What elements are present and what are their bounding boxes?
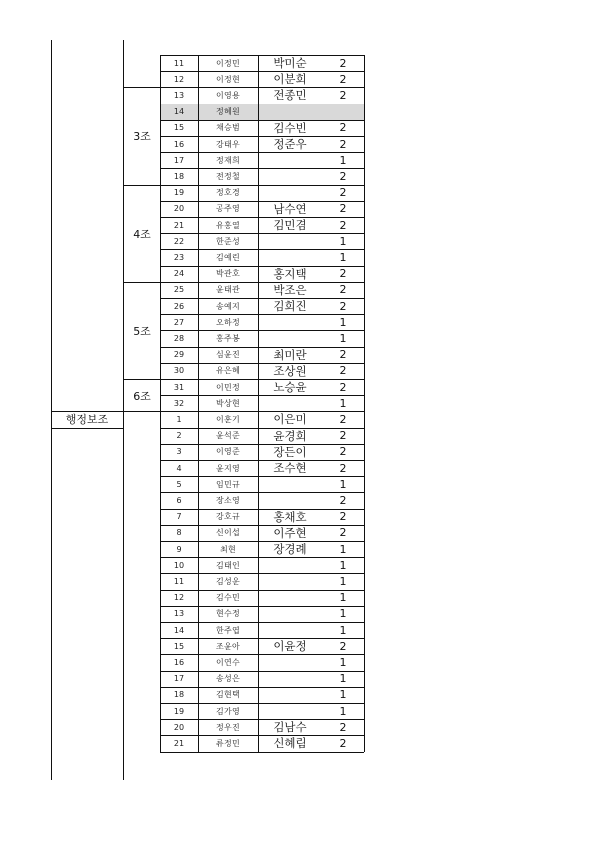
partner-name: 조상원 — [273, 363, 307, 378]
partner-name: 남수연 — [273, 201, 307, 216]
member-name: 이영용 — [215, 90, 241, 100]
member-name: 김태인 — [215, 560, 241, 570]
count-value: 2 — [339, 461, 347, 475]
count-value: 1 — [339, 234, 347, 248]
member-name: 박상현 — [215, 398, 241, 408]
partner-name: 박조은 — [273, 282, 307, 297]
count-value: 2 — [339, 364, 347, 378]
partner-name: 정준우 — [273, 137, 307, 152]
row-number: 19 — [173, 188, 185, 198]
count-value: 1 — [339, 591, 347, 605]
partner-name — [258, 671, 322, 687]
row-number: 21 — [173, 738, 185, 748]
group-divider — [123, 87, 160, 88]
member-name: 최현 — [219, 544, 237, 554]
member-name: 윤석준 — [215, 431, 241, 441]
partner-name — [258, 557, 322, 573]
count-value: 1 — [339, 542, 347, 556]
count-value: 2 — [339, 526, 347, 540]
row-number: 18 — [173, 171, 185, 181]
partner-name: 이윤정 — [273, 639, 307, 654]
row-number: 18 — [173, 690, 185, 700]
section-label: 행정보조 — [65, 413, 109, 427]
member-name: 박관호 — [215, 269, 241, 279]
row-number: 23 — [173, 252, 185, 262]
row-number: 11 — [173, 576, 185, 586]
count-value: 2 — [339, 267, 347, 281]
group-label: 6조 — [124, 380, 160, 411]
partner-name — [258, 249, 322, 265]
row-number: 6 — [176, 495, 182, 505]
member-name: 김가영 — [215, 706, 241, 716]
count-value: 2 — [339, 493, 347, 507]
member-name: 윤지영 — [215, 463, 241, 473]
count-value: 2 — [339, 121, 347, 135]
partner-name — [258, 152, 322, 168]
group-label: 4조 — [124, 186, 160, 282]
count-value: 2 — [339, 348, 347, 362]
count-value: 2 — [339, 88, 347, 102]
row-number: 11 — [173, 58, 185, 68]
count-value: 2 — [339, 380, 347, 394]
partner-name: 김수빈 — [273, 120, 307, 135]
count-value: 2 — [339, 639, 347, 653]
member-name: 정재희 — [215, 155, 241, 165]
partner-name — [258, 590, 322, 606]
partner-name: 김민겸 — [273, 218, 307, 233]
row-number: 12 — [173, 74, 185, 84]
partner-name: 이주현 — [273, 525, 307, 540]
row-number: 2 — [176, 431, 182, 441]
partner-name: 최미란 — [273, 347, 307, 362]
row-number: 29 — [173, 350, 185, 360]
row-number: 30 — [173, 366, 185, 376]
partner-name — [258, 703, 322, 719]
count-value: 2 — [339, 283, 347, 297]
group-label: 5조 — [124, 283, 160, 379]
partner-name — [258, 622, 322, 638]
row-number: 22 — [173, 236, 185, 246]
row-number: 12 — [173, 593, 185, 603]
row-number: 24 — [173, 269, 185, 279]
row-number: 16 — [173, 139, 185, 149]
partner-name: 김남수 — [273, 720, 307, 735]
partner-name: 장든이 — [273, 444, 307, 459]
row-number: 13 — [173, 609, 185, 619]
row-number: 5 — [176, 479, 182, 489]
row-number: 17 — [173, 674, 185, 684]
row-number: 7 — [176, 512, 182, 522]
count-value: 1 — [339, 655, 347, 669]
count-value: 2 — [339, 202, 347, 216]
count-value: 1 — [339, 574, 347, 588]
count-value: 2 — [339, 186, 347, 200]
partner-name: 장경례 — [273, 542, 307, 557]
partner-name — [258, 492, 322, 508]
member-name: 정혜원 — [215, 107, 241, 117]
partner-name — [258, 185, 322, 201]
section-label-divider — [51, 428, 123, 429]
group-column-border — [123, 40, 124, 780]
count-value: 1 — [339, 396, 347, 410]
row-number: 20 — [173, 204, 185, 214]
count-value: 2 — [339, 218, 347, 232]
count-value: 2 — [339, 510, 347, 524]
count-value: 2 — [339, 720, 347, 734]
count-value: 2 — [339, 429, 347, 443]
member-name: 임민규 — [215, 479, 241, 489]
member-name: 심윤진 — [215, 350, 241, 360]
row-number: 20 — [173, 722, 185, 732]
partner-name: 이은미 — [273, 412, 307, 427]
count-value: 1 — [339, 704, 347, 718]
partner-name: 조수현 — [273, 461, 307, 476]
partner-name: 노승윤 — [273, 380, 307, 395]
member-name: 오하정 — [215, 317, 241, 327]
number-column-border — [160, 55, 161, 752]
row-number: 26 — [173, 301, 185, 311]
member-name: 강호규 — [215, 512, 241, 522]
member-name: 윤태관 — [215, 285, 241, 295]
partner-column-border — [258, 55, 259, 752]
count-value: 2 — [339, 299, 347, 313]
row-number: 10 — [173, 560, 185, 570]
member-name: 송예지 — [215, 301, 241, 311]
count-value: 1 — [339, 315, 347, 329]
count-value: 1 — [339, 558, 347, 572]
member-name: 공주영 — [215, 204, 241, 214]
member-name: 한준성 — [215, 236, 241, 246]
member-name: 홍주봉 — [215, 333, 241, 343]
member-name: 류정민 — [215, 738, 241, 748]
partner-name — [258, 233, 322, 249]
member-name: 유은혜 — [215, 366, 241, 376]
count-value: 2 — [339, 412, 347, 426]
member-name: 김예린 — [215, 252, 241, 262]
group-divider — [123, 185, 160, 186]
count-value — [322, 104, 364, 120]
partner-name: 홍지택 — [273, 266, 307, 281]
count-value: 1 — [339, 688, 347, 702]
member-name: 신이섭 — [215, 528, 241, 538]
partner-name — [258, 314, 322, 330]
member-name: 송성은 — [215, 674, 241, 684]
row-number: 4 — [176, 463, 182, 473]
member-name: 한주엽 — [215, 625, 241, 635]
count-value: 2 — [339, 736, 347, 750]
member-name: 정호경 — [215, 188, 241, 198]
partner-name — [258, 104, 322, 120]
member-name: 채승범 — [215, 123, 241, 133]
count-value: 1 — [339, 623, 347, 637]
partner-name: 윤경희 — [273, 428, 307, 443]
partner-name: 이분희 — [273, 72, 307, 87]
row-number: 13 — [173, 90, 185, 100]
member-name: 정우진 — [215, 722, 241, 732]
member-name: 장소영 — [215, 495, 241, 505]
member-name: 이연수 — [215, 657, 241, 667]
member-name: 김수민 — [215, 593, 241, 603]
partner-name: 전종민 — [273, 88, 307, 103]
partner-name — [258, 168, 322, 184]
count-value: 2 — [339, 56, 347, 70]
row-number: 9 — [176, 544, 182, 554]
partner-name: 홍채호 — [273, 509, 307, 524]
partner-name — [258, 395, 322, 411]
group-divider — [123, 282, 160, 283]
partner-name — [258, 476, 322, 492]
member-name: 이민정 — [215, 382, 241, 392]
row-number: 8 — [176, 528, 182, 538]
member-name: 이정현 — [215, 74, 241, 84]
partner-name — [258, 654, 322, 670]
table-top-border — [160, 55, 364, 56]
row-number: 15 — [173, 123, 185, 133]
count-value: 2 — [339, 72, 347, 86]
count-value: 1 — [339, 672, 347, 686]
row-number: 17 — [173, 155, 185, 165]
count-value: 1 — [339, 477, 347, 491]
member-name: 김현택 — [215, 690, 241, 700]
row-number: 15 — [173, 641, 185, 651]
row-number: 1 — [176, 414, 182, 424]
count-value: 1 — [339, 250, 347, 264]
count-value: 1 — [339, 331, 347, 345]
partner-name — [258, 573, 322, 589]
row-number: 16 — [173, 657, 185, 667]
member-name: 이정민 — [215, 58, 241, 68]
count-value: 1 — [339, 153, 347, 167]
partner-name — [258, 330, 322, 346]
row-number: 27 — [173, 317, 185, 327]
row-number: 14 — [173, 625, 185, 635]
count-value: 1 — [339, 607, 347, 621]
count-value: 2 — [339, 445, 347, 459]
row-divider — [160, 752, 364, 753]
member-name: 이훈기 — [215, 414, 241, 424]
partner-name: 김희진 — [273, 299, 307, 314]
row-number: 3 — [176, 447, 182, 457]
member-name: 현수정 — [215, 609, 241, 619]
member-name: 전정철 — [215, 171, 241, 181]
section-column-border — [51, 40, 52, 780]
member-name: 유홍열 — [215, 220, 241, 230]
member-name: 조윤아 — [215, 641, 241, 651]
partner-name: 박미순 — [273, 56, 307, 71]
row-number: 19 — [173, 706, 185, 716]
row-number: 14 — [173, 107, 185, 117]
row-number: 25 — [173, 285, 185, 295]
row-number: 21 — [173, 220, 185, 230]
count-value: 2 — [339, 169, 347, 183]
partner-name — [258, 687, 322, 703]
row-number: 28 — [173, 333, 185, 343]
name-column-border — [198, 55, 199, 752]
member-name: 이영준 — [215, 447, 241, 457]
row-number: 32 — [173, 398, 185, 408]
group-divider — [123, 379, 160, 380]
member-name: 김성운 — [215, 576, 241, 586]
group-label: 3조 — [124, 88, 160, 184]
row-number: 31 — [173, 382, 185, 392]
table-right-border — [364, 55, 365, 752]
partner-name — [258, 606, 322, 622]
count-value: 2 — [339, 137, 347, 151]
member-name: 강태우 — [215, 139, 241, 149]
partner-name: 신혜림 — [273, 736, 307, 751]
